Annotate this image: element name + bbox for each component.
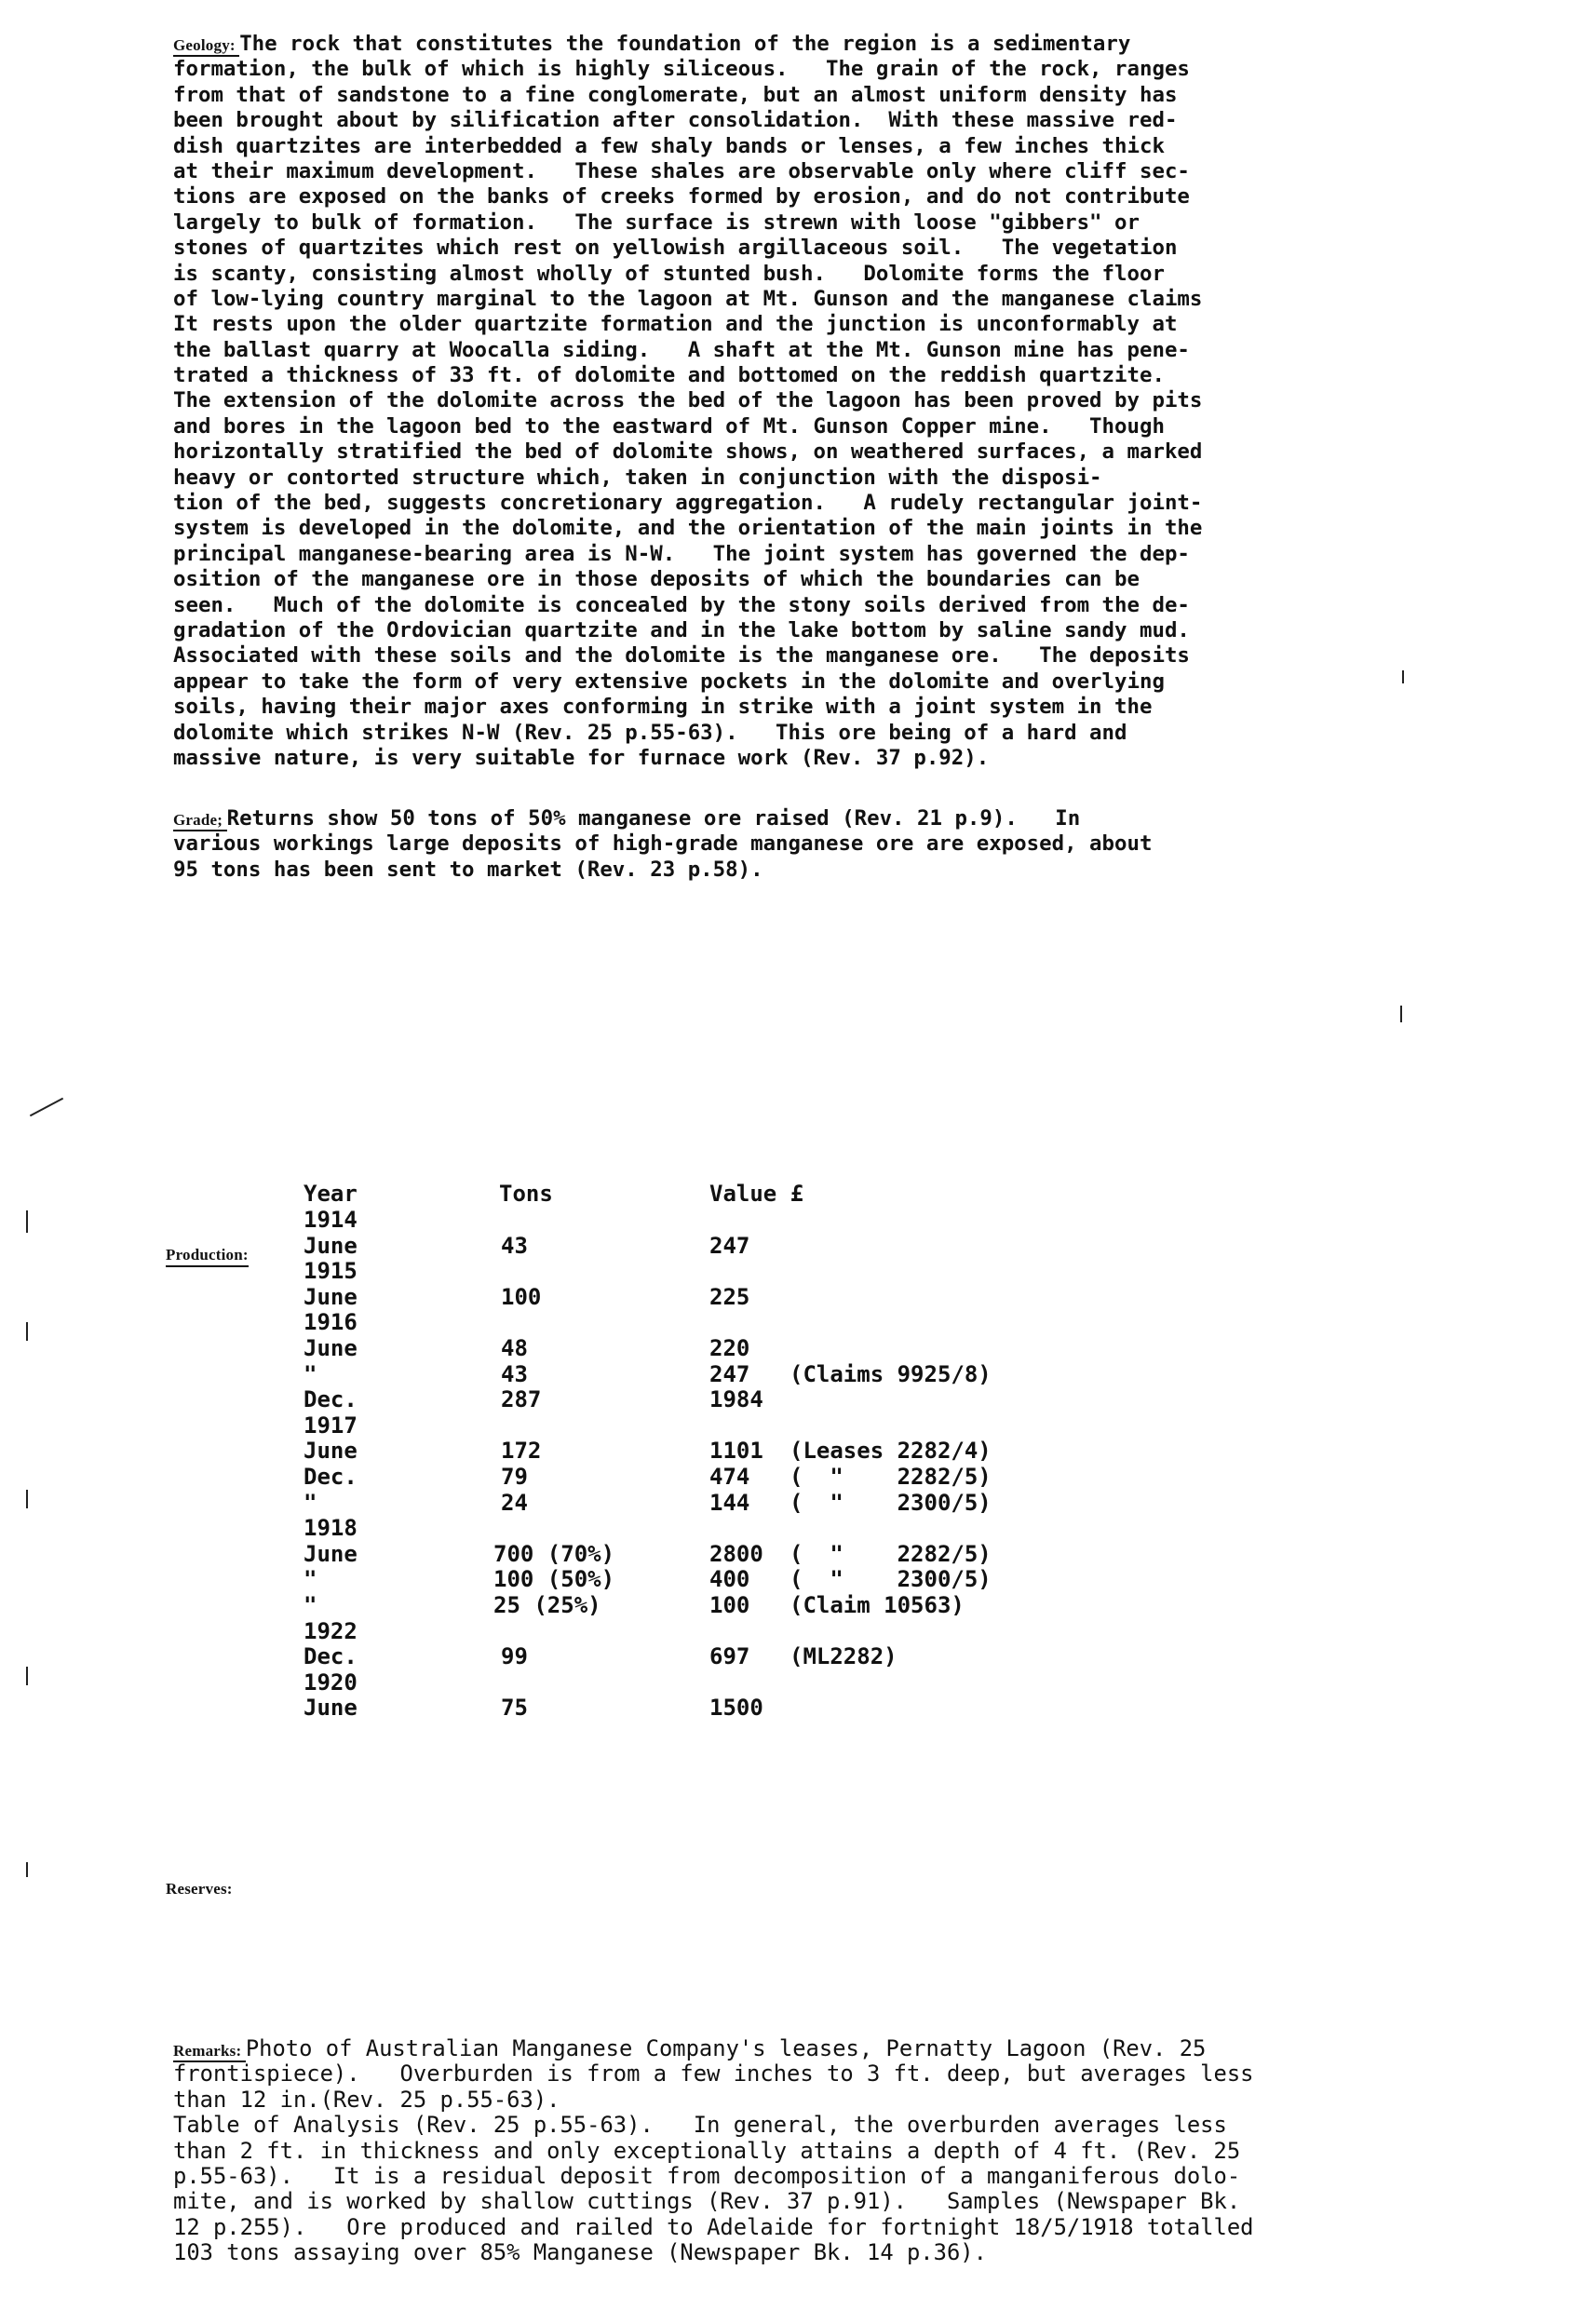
production-tons: 24	[501, 1489, 528, 1516]
geology-line: system is developed in the dolomite, and the orientation of the main joints in the	[173, 516, 1203, 541]
production-tons: 43	[501, 1232, 528, 1259]
grade-section	[173, 806, 1411, 883]
production-value: 1500	[709, 1695, 763, 1722]
production-value: 400	[709, 1566, 750, 1593]
geology-line: massive nature, is very suitable for furnace work (Rev. 37 p.92).	[173, 745, 990, 770]
margin-scan-mark	[26, 1667, 28, 1685]
production-value: 697	[709, 1643, 750, 1670]
production-year: 1917	[304, 1412, 358, 1439]
geology-line: The extension of the dolomite across the bed of the lagoon has been proved by pits	[173, 388, 1203, 413]
geology-line: dish quartzites are interbedded a few shaly bands or lenses, a few inches thick	[173, 133, 1165, 158]
geology-line: appear to take the form of very extensive pockets in the dolomite and overlying	[173, 669, 1165, 694]
margin-scan-mark	[26, 1490, 28, 1508]
production-year: 1914	[304, 1207, 358, 1233]
remarks-line: p.55-63). It is a residual deposit from decomposition of a manganiferous dolo-	[173, 2162, 1241, 2189]
production-tons: 48	[501, 1335, 528, 1361]
production-year: June	[304, 1540, 358, 1567]
margin-scan-mark	[30, 1098, 63, 1117]
production-tons: 172	[501, 1438, 542, 1465]
geology-line: at their maximum development. These shales are observable only where cliff sec-	[173, 158, 1190, 183]
geology-line: is scanty, consisting almost wholly of stunted bush. Dolomite forms the floor	[173, 261, 1165, 286]
remarks-line: frontispiece). Overburden is from a few inches to 3 ft. deep, but averages less	[173, 2061, 1254, 2088]
production-tons: 700 (70%)	[493, 1540, 615, 1567]
geology-line: seen. Much of the dolomite is concealed by the stony soils derived from the de-	[173, 592, 1190, 617]
production-label: Production:	[166, 1246, 249, 1267]
geology-line: tion of the bed, suggests concretionary aggregation. A rudely rectangular joint-	[173, 491, 1203, 516]
margin-scan-mark	[26, 1862, 28, 1877]
production-year: "	[304, 1489, 317, 1516]
production-note: ( " 2282/5)	[790, 1464, 992, 1490]
production-year: Dec.	[304, 1386, 358, 1413]
geology-line: trated a thickness of 33 ft. of dolomite and bottomed on the reddish quartzite.	[173, 363, 1165, 388]
margin-scan-mark	[1402, 670, 1404, 683]
geology-label: Geology:	[173, 36, 239, 57]
production-note: (Claim 10563)	[790, 1592, 965, 1618]
remarks-label: Remarks:	[173, 2042, 246, 2062]
geology-line: tions are exposed on the banks of creeks formed by erosion, and do not contribute	[173, 184, 1190, 209]
geology-line: of low-lying country marginal to the lagoon at Mt. Gunson and the manganese claims	[173, 286, 1203, 311]
margin-scan-mark	[1400, 1006, 1402, 1022]
geology-line	[173, 32, 1411, 57]
production-value: 220	[709, 1335, 750, 1361]
production-year: June	[304, 1232, 358, 1259]
production-tons: 43	[501, 1360, 528, 1387]
production-note: (Leases 2282/4)	[790, 1438, 992, 1465]
geology-section	[173, 32, 1411, 771]
margin-scan-mark	[26, 1322, 28, 1341]
production-year: 1918	[304, 1515, 358, 1542]
geology-line: soils, having their major axes conforming in strike with a joint system in the	[173, 695, 1153, 720]
production-year: June	[304, 1438, 358, 1465]
production-value: 474	[709, 1464, 750, 1490]
production-tons: 287	[501, 1386, 542, 1413]
production-year: 1916	[304, 1309, 358, 1336]
remarks-line: 103 tons assaying over 85% Manganese (Newspaper Bk. 14 p.36).	[173, 2239, 987, 2266]
production-tons: 100 (50%)	[493, 1566, 615, 1593]
production-note: ( " 2300/5)	[790, 1489, 992, 1516]
remarks-line: 12 p.255). Ore produced and railed to Adelaide for fortnight 18/5/1918 totalled	[173, 2213, 1254, 2240]
production-value: 225	[709, 1283, 750, 1310]
production-year: "	[304, 1360, 317, 1387]
geology-line: horizontally stratified the bed of dolomite shows, on weathered surfaces, a marked	[173, 439, 1203, 465]
production-tons: 100	[501, 1283, 542, 1310]
production-value: 247	[709, 1232, 750, 1259]
geology-line-text: The rock that constitutes the foundation of the region is a sedimentary	[239, 32, 1131, 56]
grade-line	[173, 806, 1411, 831]
production-note: (Claims 9925/8)	[790, 1360, 992, 1387]
production-tons: 99	[501, 1643, 528, 1670]
production-note: (ML2282)	[790, 1643, 897, 1670]
grade-line: 95 tons has been sent to market (Rev. 23 p.58).	[173, 857, 763, 882]
grade-line-text: Returns show 50 tons of 50% manganese ore raised (Rev. 21 p.9). In	[226, 806, 1081, 831]
geology-line: It rests upon the older quartzite formation and the junction is unconformably at	[173, 312, 1178, 337]
geology-line: largely to bulk of formation. The surface is strewn with loose "gibbers" or	[173, 209, 1140, 235]
geology-line: osition of the manganese ore in those deposits of which the boundaries can be	[173, 567, 1140, 592]
production-year: Dec.	[304, 1643, 358, 1670]
margin-scan-mark	[26, 1210, 28, 1233]
remarks-line-text: Photo of Australian Manganese Company's leases, Pernatty Lagoon (Rev. 25	[245, 2035, 1207, 2061]
remarks-line: Table of Analysis (Rev. 25 p.55-63). In general, the overburden averages less	[173, 2112, 1227, 2139]
grade-line: various workings large deposits of high-grade manganese ore are exposed, about	[173, 831, 1153, 857]
geology-line: from that of sandstone to a fine conglomerate, but an almost uniform density has	[173, 82, 1178, 107]
production-tons: 79	[501, 1464, 528, 1490]
production-note: ( " 2282/5)	[790, 1540, 992, 1567]
geology-line: been brought about by silification after consolidation. With these massive red-	[173, 108, 1178, 133]
remarks-line: than 12 in.(Rev. 25 p.55-63).	[173, 2086, 560, 2113]
production-year: June	[304, 1695, 358, 1722]
production-year: "	[304, 1566, 317, 1593]
reserves-label: Reserves:	[166, 1880, 233, 1898]
production-year: 1922	[304, 1617, 358, 1644]
geology-line: principal manganese-bearing area is N-W. The joint system has governed the dep-	[173, 541, 1190, 566]
production-year: 1920	[304, 1669, 358, 1696]
production-year: 1915	[304, 1258, 358, 1285]
production-value: 100	[709, 1592, 750, 1618]
production-year: "	[304, 1592, 317, 1618]
production-value: 144	[709, 1489, 750, 1516]
production-year: June	[304, 1335, 358, 1361]
production-value: 2800	[709, 1540, 763, 1567]
column-header-value: Value £	[709, 1181, 804, 1207]
geology-line: the ballast quarry at Woocalla siding. A shaft at the Mt. Gunson mine has pene-	[173, 337, 1190, 362]
geology-line: heavy or contorted structure which, taken in conjunction with the disposi-	[173, 465, 1102, 490]
production-value: 1984	[709, 1386, 763, 1413]
geology-line: dolomite which strikes N-W (Rev. 25 p.55-63). This ore being of a hard and	[173, 720, 1127, 745]
production-value: 1101	[709, 1438, 763, 1465]
production-tons: 25 (25%)	[493, 1592, 601, 1618]
production-year: June	[304, 1283, 358, 1310]
geology-line: and bores in the lagoon bed to the eastward of Mt. Gunson Copper mine. Though	[173, 413, 1165, 439]
geology-line: stones of quartzites which rest on yellowish argillaceous soil. The vegetation	[173, 236, 1178, 261]
geology-line: Associated with these soils and the dolomite is the manganese ore. The deposits	[173, 643, 1190, 669]
production-value: 247	[709, 1360, 750, 1387]
remarks-line	[173, 2036, 1411, 2061]
remarks-line: mite, and is worked by shallow cuttings (Rev. 37 p.91). Samples (Newspaper Bk.	[173, 2188, 1241, 2215]
production-note: ( " 2300/5)	[790, 1566, 992, 1593]
geology-line: gradation of the Ordovician quartzite and in the lake bottom by saline sandy mud.	[173, 617, 1190, 642]
production-year: Dec.	[304, 1464, 358, 1490]
column-header-tons: Tons	[499, 1181, 553, 1207]
column-header-year: Year	[304, 1181, 358, 1207]
grade-label: Grade;	[173, 811, 227, 831]
remarks-line: than 2 ft. in thickness and only exceptionally attains a depth of 4 ft. (Rev. 25	[173, 2137, 1241, 2164]
production-tons: 75	[501, 1695, 528, 1722]
geology-line: formation, the bulk of which is highly siliceous. The grain of the rock, ranges	[173, 57, 1190, 82]
remarks-section	[173, 2036, 1411, 2266]
